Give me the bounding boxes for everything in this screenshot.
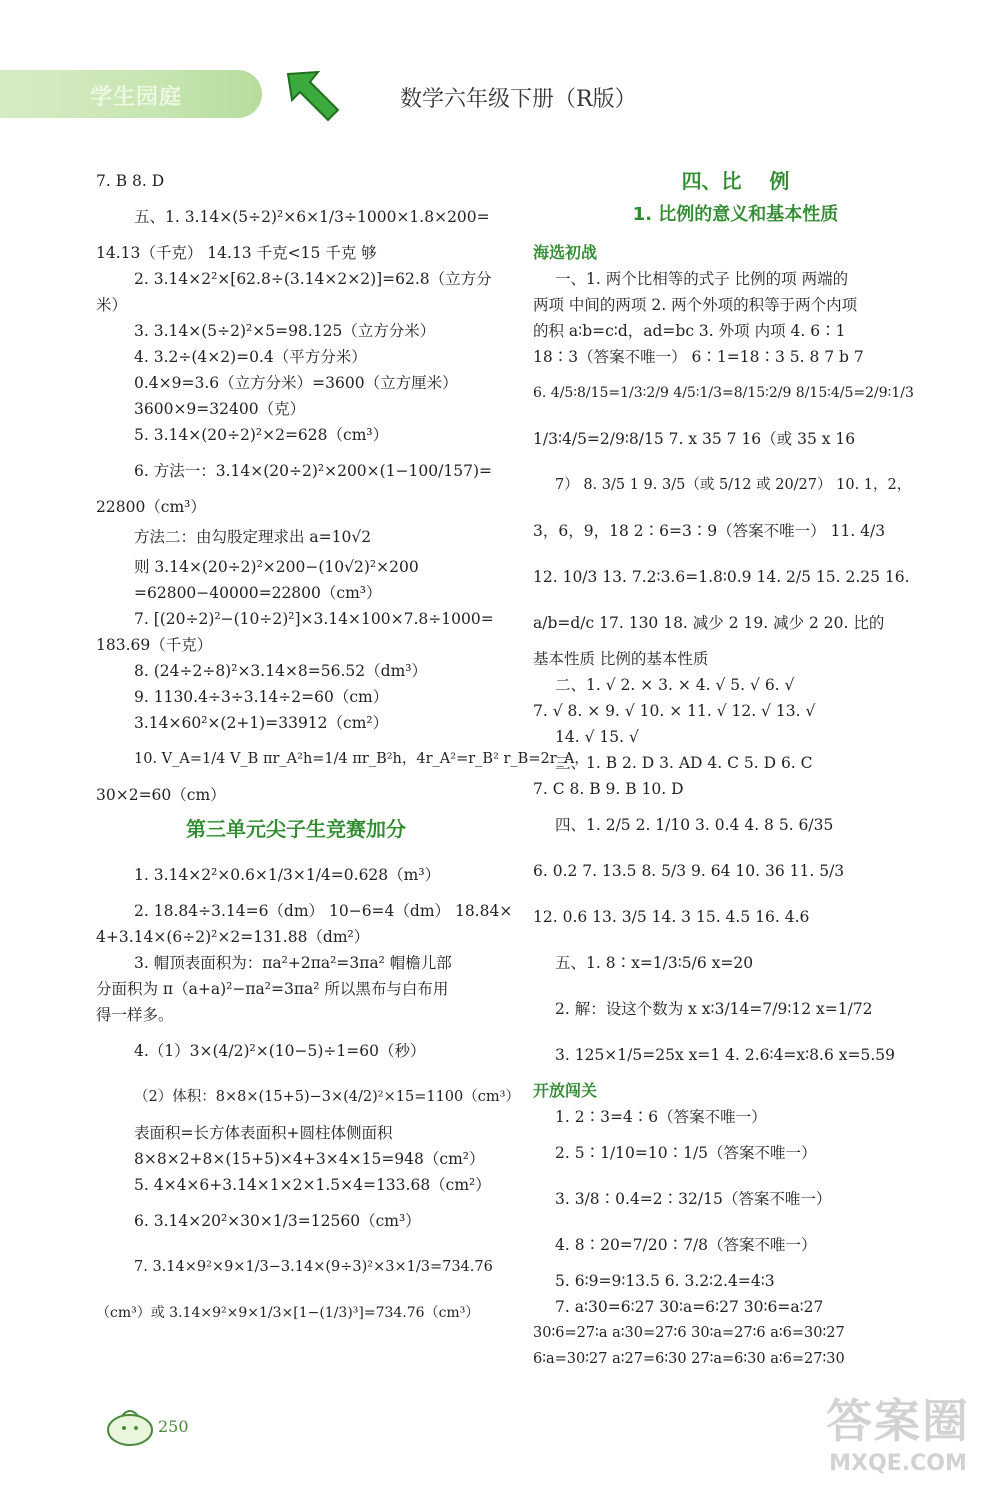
answer-line: 10. V_A=1/4 V_B πr_A²h=1/4 πr_B²h，4r_A²=r_B² r_B=2r_A， <box>134 751 589 767</box>
answer-line: 3，6，9，18 2∶6=3∶9（答案不唯一） 11. 4/3 <box>533 522 886 540</box>
answer-line: 基本性质 比例的基本性质 <box>533 650 709 668</box>
answer-line: 二、1. √ 2. × 3. × 4. √ 5. √ 6. √ <box>555 676 795 694</box>
answer-line: 三、1. B 2. D 3. AD 4. C 5. D 6. C <box>555 754 813 772</box>
answer-line: 米） <box>96 296 128 314</box>
answer-line: 14. √ 15. √ <box>555 728 639 746</box>
mascot-icon <box>104 1404 156 1448</box>
section-title: 第三单元尖子生竞赛加分 <box>186 817 406 841</box>
answer-line: 4+3.14×(6÷2)²×2=131.88（dm²） <box>96 928 370 946</box>
answer-line: 两项 中间的两项 2. 两个外项的积等于两个内项 <box>533 296 858 314</box>
answer-line: 2. 5∶1/10=10∶1/5（答案不唯一） <box>555 1144 817 1162</box>
answer-line: 则 3.14×(20÷2)²×200−(10√2)²×200 <box>134 558 419 576</box>
answer-line: 7. √ 8. × 9. √ 10. × 11. √ 12. √ 13. √ <box>533 702 816 720</box>
answer-line: 2. 解：设这个数为 x x∶3/14=7/9∶12 x=1/72 <box>555 1000 873 1018</box>
answer-line: 6. 4/5∶8/15=1/3∶2/9 4/5∶1/3=8/15∶2/9 8/15∶4/5=2/9∶1/3 <box>533 385 914 401</box>
answer-line: 6∶a=30∶27 a∶27=6∶30 27∶a=6∶30 a∶6=27∶30 <box>533 1351 845 1367</box>
watermark <box>826 1385 970 1476</box>
part-heading: 开放闯关 <box>533 1081 598 1100</box>
answer-line: 五、1. 8∶x=1/3∶5/6 x=20 <box>555 954 754 972</box>
answer-line: 分面积为 π（a+a)²−πa²=3πa² 所以黑布与白布用 <box>96 980 449 998</box>
answer-line: 3. 125×1/5=25x x=1 4. 2.6∶4=x∶8.6 x=5.59 <box>555 1046 895 1064</box>
answer-line: 0.4×9=3.6（立方分米）=3600（立方厘米） <box>134 374 458 392</box>
answer-line: 6. 0.2 7. 13.5 8. 5/3 9. 64 10. 36 11. 5/3 <box>533 862 845 880</box>
answer-line: 6. 3.14×20²×30×1/3=12560（cm³） <box>134 1212 421 1230</box>
answer-line: 1/3∶4/5=2/9∶8/15 7. x 35 7 16（或 35 x 16 <box>533 430 856 448</box>
answer-line: 的积 a∶b=c∶d，ad=bc 3. 外项 内项 4. 6∶1 <box>533 322 846 340</box>
answer-line: 表面积=长方体表面积+圆柱体侧面积 <box>134 1124 393 1142</box>
answer-line: 8×8×2+8×(15+5)×4+3×4×15=948（cm²） <box>134 1150 485 1168</box>
answer-line: 3. 3/8∶0.4=2∶32/15（答案不唯一） <box>555 1190 832 1208</box>
answer-line: 5. 6∶9=9∶13.5 6. 3.2∶2.4=4∶3 <box>555 1272 775 1290</box>
answer-line: 30∶6=27∶a a∶30=27∶6 30∶a=27∶6 a∶6=30∶27 <box>533 1325 845 1341</box>
answer-line: 方法二：由勾股定理求出 a=10√2 <box>134 528 372 546</box>
answer-line: 得一样多。 <box>96 1006 174 1024</box>
banner-text: 学生园庭 <box>90 85 183 110</box>
watermark-logo-text: 答案圈 <box>826 1394 970 1448</box>
answer-line: 2. 18.84÷3.14=6（dm） 10−6=4（dm） 18.84× <box>134 902 513 920</box>
answer-line: 14.13（千克） 14.13 千克<15 千克 够 <box>96 244 377 262</box>
answer-line: 3600×9=32400（克） <box>134 400 306 418</box>
answer-line: 8. (24÷2÷8)²×3.14×8=56.52（dm³） <box>134 662 427 680</box>
answer-line: 3. 帽顶表面积为：πa²+2πa²=3πa² 帽檐儿部 <box>134 954 452 972</box>
answer-line: 7. C 8. B 9. B 10. D <box>533 780 684 798</box>
header-banner <box>0 70 262 118</box>
answer-line: 12. 10/3 13. 7.2∶3.6=1.8∶0.9 14. 2/5 15. 2.25 16. <box>533 568 910 586</box>
answer-line: 4. 3.2÷(4×2)=0.4（平方分米） <box>134 348 367 366</box>
answer-line: 12. 0.6 13. 3/5 14. 3 15. 4.5 16. 4.6 <box>533 908 810 926</box>
answer-line: 18∶3（答案不唯一） 6∶1=18∶3 5. 8 7 b 7 <box>533 348 864 366</box>
answer-line: 4.（1）3×(4/2)²×(10−5)÷1=60（秒） <box>134 1042 426 1060</box>
watermark-url: MXQE.COM <box>829 1451 967 1476</box>
answer-line: 9. 1130.4÷3÷3.14÷2=60（cm） <box>134 688 389 706</box>
answer-line: 一、1. 两个比相等的式子 比例的项 两端的 <box>555 270 849 288</box>
right-column <box>533 168 938 1372</box>
answer-line: 五、1. 3.14×(5÷2)²×6×1/3÷1000×1.8×200= <box>134 208 490 226</box>
book-title: 数学六年级下册（R版） <box>400 87 637 112</box>
answer-line: 1. 3.14×2²×0.6×1/3×1/4=0.628（m³） <box>134 866 441 884</box>
answer-line: （2）体积：8×8×(15+5)−3×(4/2)²×15=1100（cm³） <box>134 1089 520 1105</box>
answer-line: 四、1. 2/5 2. 1/10 3. 0.4 4. 8 5. 6/35 <box>555 816 834 834</box>
answer-line: 30×2=60（cm） <box>96 786 226 804</box>
answer-line: 7. a∶30=6∶27 30∶a=6∶27 30∶6=a∶27 <box>555 1298 824 1316</box>
answer-line: 3.14×60²×(2+1)=33912（cm²） <box>134 714 389 732</box>
answer-line: 5. 3.14×(20÷2)²×2=628（cm³） <box>134 426 389 444</box>
answer-line: 22800（cm³） <box>96 498 206 516</box>
answer-line: 183.69（千克） <box>96 636 213 654</box>
green-arrow-icon <box>284 66 342 124</box>
answer-line: 7. 3.14×9²×9×1/3−3.14×(9÷3)²×3×1/3=734.76 <box>134 1259 493 1275</box>
answer-line: 4. 8∶20=7/20∶7/8（答案不唯一） <box>555 1236 817 1254</box>
answer-line: 2. 3.14×2²×[62.8÷(3.14×2×2)]=62.8（立方分 <box>134 270 492 288</box>
answer-line: （cm³）或 3.14×9²×9×1/3×[1−(1/3)³]=734.76（cm³） <box>96 1305 480 1321</box>
part-heading: 海选初战 <box>533 243 598 262</box>
answer-line: 1. 2∶3=4∶6（答案不唯一） <box>555 1108 767 1126</box>
answer-line: 7. [(20÷2)²−(10÷2)²]×3.14×100×7.8÷1000= <box>134 610 494 628</box>
answer-line: 3. 3.14×(5÷2)²×5=98.125（立方分米） <box>134 322 436 340</box>
answer-line: 7） 8. 3/5 1 9. 3/5（或 5/12 或 20/27） 10. 1，2， <box>555 477 912 493</box>
answer-line: a/b=d/c 17. 130 18. 减少 2 19. 减少 2 20. 比的 <box>533 614 885 632</box>
answer-line: 6. 方法一：3.14×(20÷2)²×200×(1−100/157)= <box>134 462 492 480</box>
page-number: 250 <box>158 1417 189 1436</box>
answer-line: 7. B 8. D <box>96 172 165 190</box>
section-title: 四、比 例 <box>681 169 790 193</box>
answer-line: 5. 4×4×6+3.14×1×2×1.5×4=133.68（cm²） <box>134 1176 491 1194</box>
subsection-title: 1. 比例的意义和基本性质 <box>632 204 839 225</box>
answer-line: =62800−40000=22800（cm³） <box>134 584 382 602</box>
